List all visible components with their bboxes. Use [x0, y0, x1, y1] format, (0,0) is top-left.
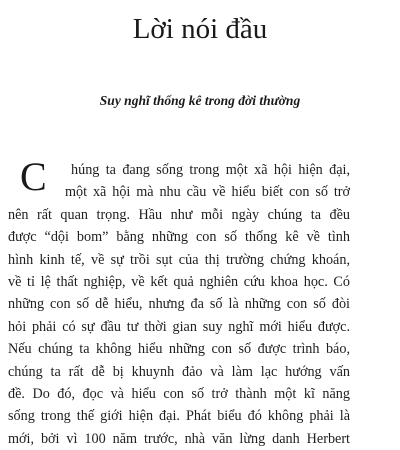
text-line: hỏi phải có sự đầu tư thời gian suy nghĩ mới hiểu được.	[8, 318, 350, 335]
text-line: được “dội bom” bằng những con số thống kê về tình	[8, 229, 350, 246]
text-line: hình kinh tế, về sự trồi sụt của thị trường chứng khoán,	[8, 251, 350, 268]
text-line: húng ta đang sống trong một xã hội hiện đại,	[71, 162, 350, 178]
page-title: Lời nói đầu	[132, 13, 268, 45]
text-line: về tỉ lệ thất nghiệp, về kết quả nghiên cứu khoa học. Có	[8, 273, 350, 290]
text-line: những con số dễ hiểu, nhưng đa số là những con số đòi	[8, 296, 350, 313]
text-line: mới, bởi vì 100 năm trước, nhà văn lừng danh Herbert	[8, 430, 350, 447]
text-line: nên rất quan trọng. Hầu như mỗi ngày chúng ta đều	[8, 206, 350, 223]
text-line: sống trong thế giới hiện đại. Phát biểu đó không phải là	[8, 408, 350, 425]
text-line: một xã hội mà nhu cầu về hiểu biết con số trở	[65, 184, 350, 201]
section-subtitle: Suy nghĩ thống kê trong đời thường	[99, 93, 301, 108]
text-line: chúng ta rất dễ bị khuynh đảo và làm lạc hướng vấn	[8, 363, 350, 380]
text-line: đề. Do đó, đọc và hiểu con số trở thành một kĩ năng	[8, 385, 350, 402]
text-line: Nếu chúng ta không hiểu những con số được trình báo,	[8, 341, 350, 358]
drop-cap: C	[20, 154, 47, 199]
body-text	[8, 159, 350, 450]
